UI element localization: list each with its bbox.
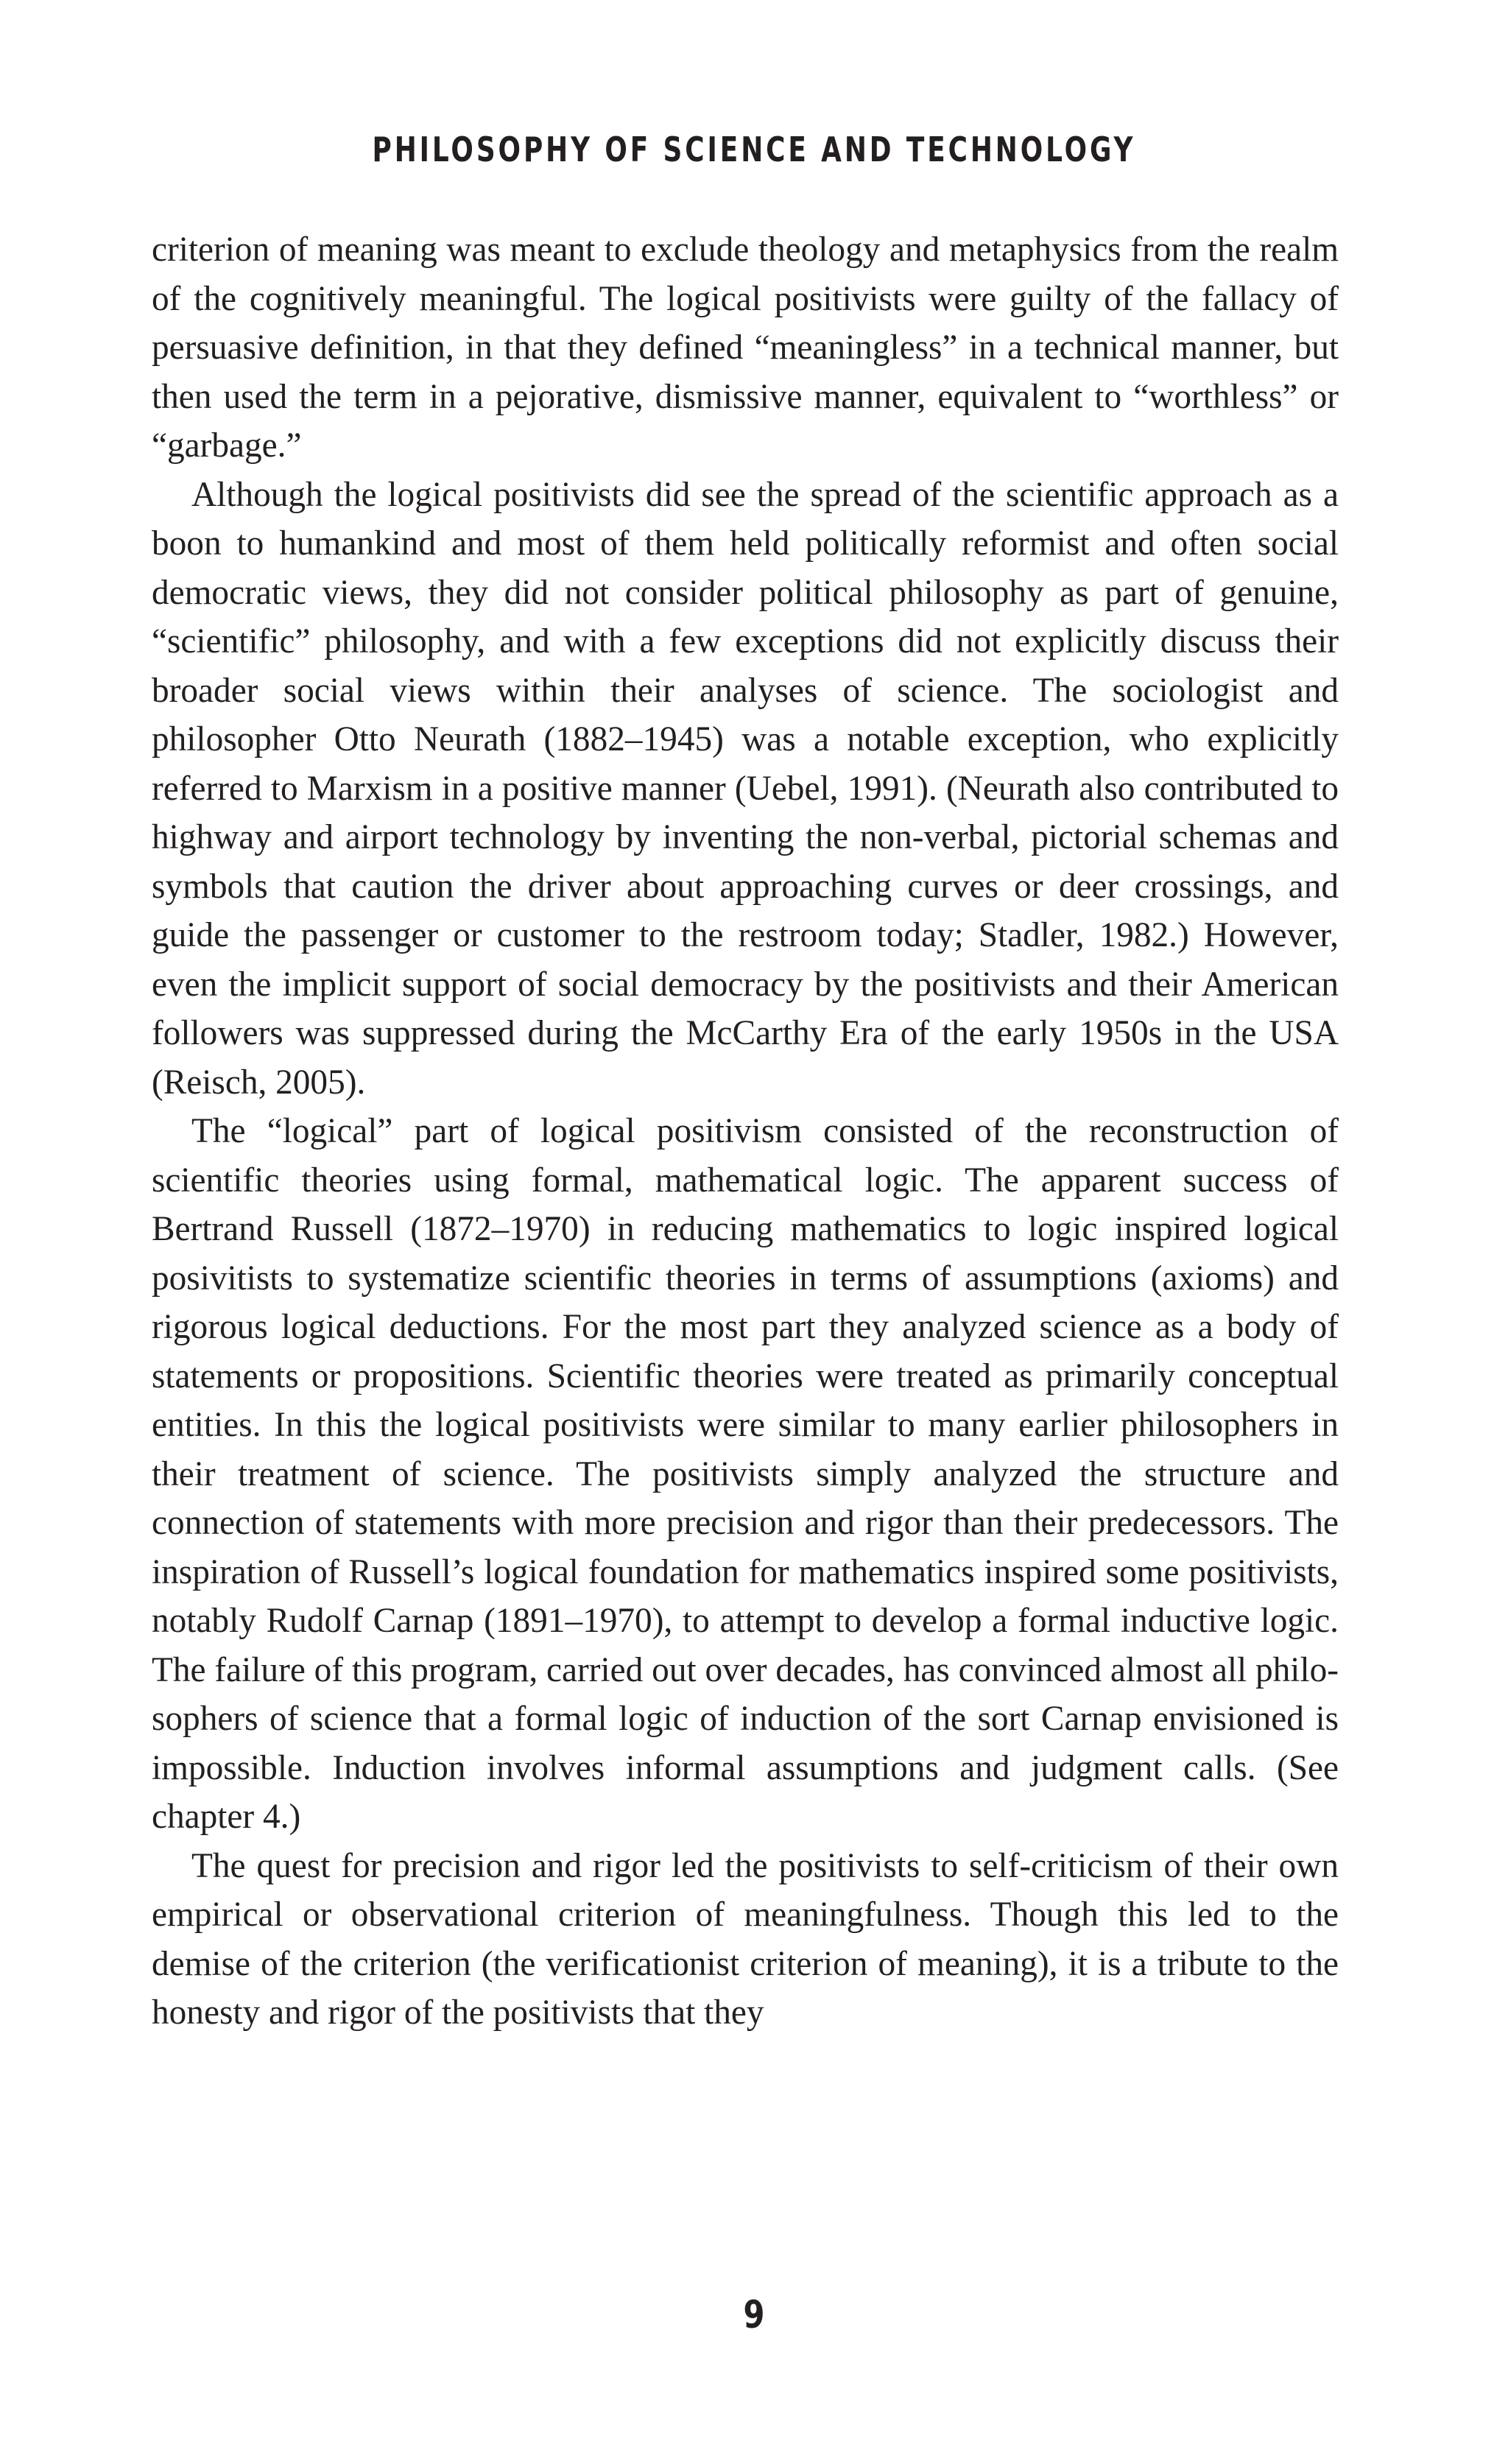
running-head: PHILOSOPHY OF SCIENCE AND TECHNOLOGY — [372, 130, 1136, 169]
paragraph-logical-part: The “logical” part of logical positivism consisted of the reconstruction of scientific theories using formal, mathematical logic. The apparent success of Bertrand Russell (1872–1970) in reducing mathematics to logic inspired logical posivitists to systematize scientific theories in terms of assumptions (axioms) and rigorous logical deductions. For the most part they analyzed science as a body of statements or propositions. Scientific theories were treated as primarily conceptual entities. In this the logical positivists were similar to many earlier philosophers in their treatment of science. The positivists simply analyzed the structure and connection of statements with more precision and rigor than their predecessors. The inspiration of Russell’s logical foundation for mathematics inspired some positivists, notably Rudolf Carnap (1891–1970), to attempt to develop a formal inductive logic. The failure of this program, carried out over decades, has convinced almost all philosophers of science that a formal logic of induction of the sort Carnap envisioned is impossible. Induction involves informal assumptions and judgment calls. (See chapter 4.) — [152, 1112, 1339, 1836]
body-text — [152, 225, 1339, 2038]
paragraph-precision-rigor: The quest for precision and rigor led the positivists to self-criticism of their own empirical or observational criterion of meaningfulness. Though this led to the demise of the criterion (the verificationist criterion of meaning), it is a tribute to the honesty and rigor of the positivists that they — [152, 1846, 1339, 2032]
paragraph-social-views: Although the logical positivists did see the spread of the scientific approach as a boon to humankind and most of them held politically reformist and often social democratic views, they did not consider political philosophy as part of genuine, “scientific” philosophy, and with a few exceptions did not explicitly discuss their broader social views within their analyses of science. The sociologist and philosopher Otto Neurath (1882–1945) was a notable exception, who explicitly referred to Marxism in a positive manner (Uebel, 1991). (Neurath also contributed to highway and airport technology by inventing the non-verbal, pictorial schemas and symbols that caution the driver about approaching curves or deer crossings, and guide the passenger or customer to the restroom today; Stadler, 1982.) However, even the implicit support of social democracy by the positivists and their American followers was suppressed during the McCarthy Era of the early 1950s in the USA (Reisch, 2005). — [152, 475, 1339, 1102]
page-number: 9 — [743, 2293, 765, 2337]
paragraph-continued: criterion of meaning was meant to exclude theology and metaphysics from the realm of the cognitively meaningful. The logical positivists were guilty of the fallacy of persuasive definition, in that they defined “meaningless” in a technical manner, but then used the term in a pejorative, dismissive manner, equivalent to “worthless” or “garbage.” — [152, 230, 1339, 465]
